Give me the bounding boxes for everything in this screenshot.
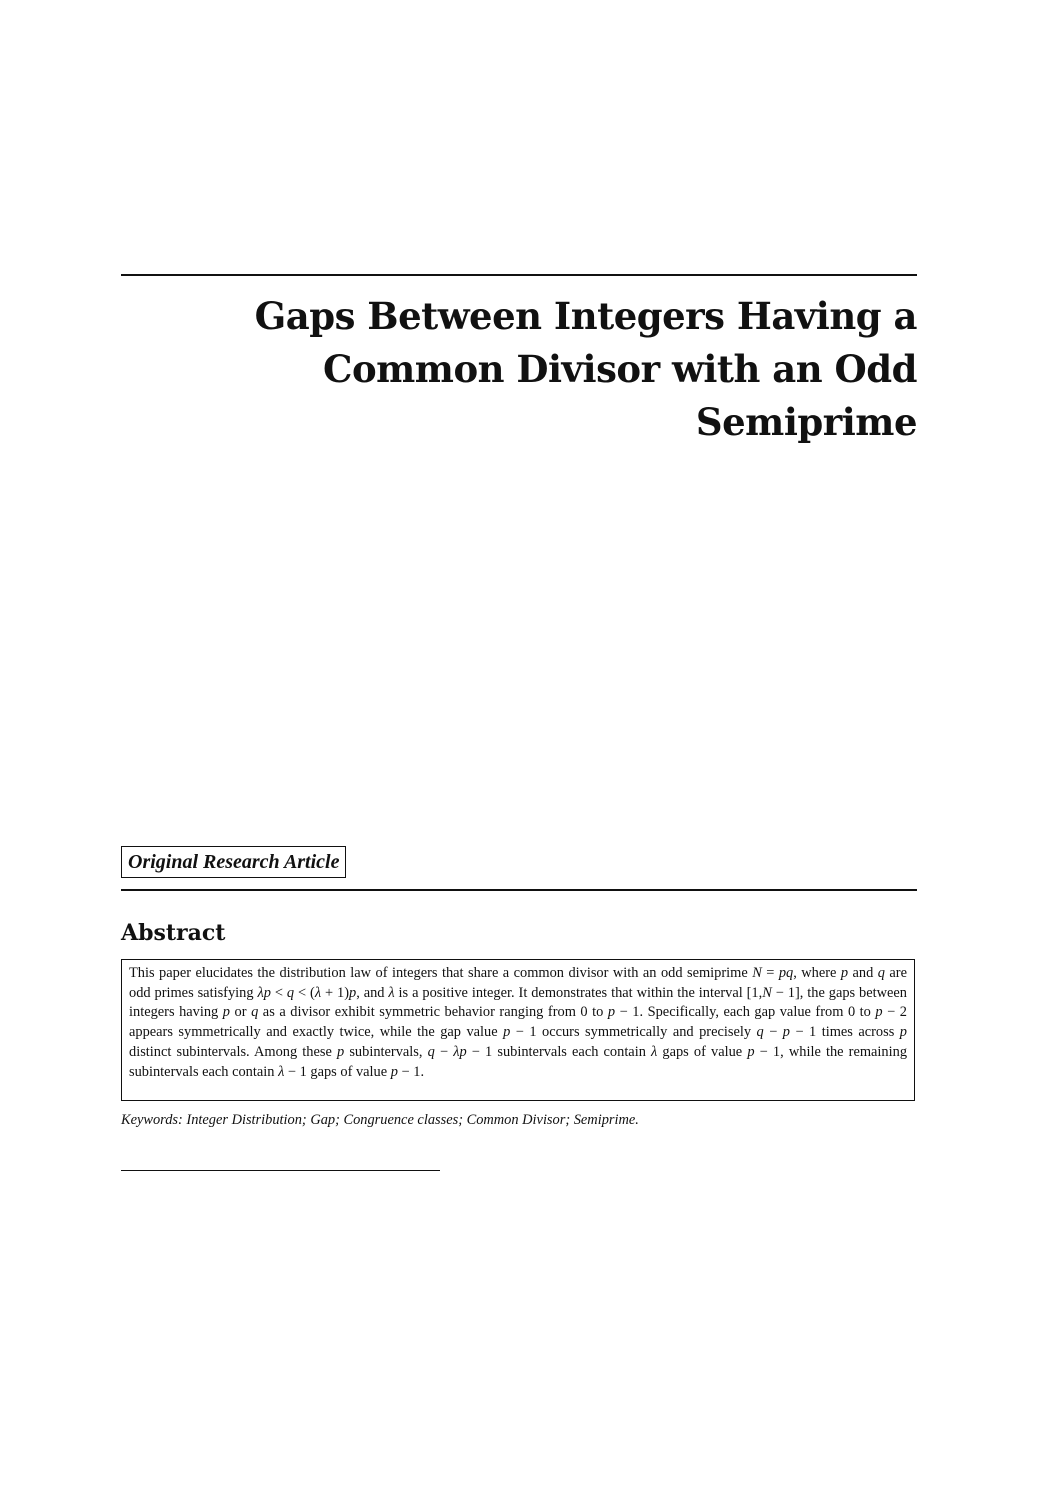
abstract-math-var: λp (453, 1043, 467, 1060)
abstract-math-var: p (899, 1024, 907, 1041)
abstract-math-var: q (427, 1043, 435, 1060)
abstract-math-var: q (756, 1024, 764, 1041)
abstract-text-run: distinct subintervals. Among these (129, 1043, 337, 1060)
abstract-text (121, 959, 915, 1101)
abstract-math-var: p (348, 984, 357, 1001)
abstract-text-run: are odd primes satisfying (129, 965, 907, 1001)
abstract-text-run: − 1. Specifically, each gap value from 0 to (615, 1004, 876, 1021)
abstract-text-run: = (761, 965, 779, 981)
abstract-text-run: < ( (294, 984, 315, 1001)
abstract-text-run: − 1 subintervals each contain (466, 1043, 652, 1060)
abstract-math-var: λ (314, 984, 322, 1001)
abstract-text-run: is a positive integer. It demonstrates that within the interval [1, (394, 984, 763, 1001)
abstract-math-var: λp (257, 984, 271, 1001)
abstract-math-var: p (875, 1004, 883, 1021)
abstract-text-run: − 1 occurs symmetrically and precisely (510, 1024, 757, 1041)
paper-title (157, 290, 917, 449)
abstract-text-run: as a divisor exhibit symmetric behavior ranging from 0 to (258, 1004, 608, 1021)
abstract-math-var: q (251, 1004, 259, 1021)
abstract-math-var: p (840, 965, 849, 981)
abstract-math-var: λ (651, 1043, 658, 1060)
abstract-text-run: − 1 gaps of value (284, 1063, 391, 1080)
abstract-text-run: − 1, while the remaining subintervals each contain (129, 1043, 908, 1080)
abstract-heading: Abstract (121, 920, 226, 946)
abstract-math-var: p (607, 1004, 616, 1021)
title-line-1: Gaps Between Integers Having a (254, 294, 917, 338)
abstract-math-var: N (752, 965, 762, 981)
article-type-label: Original Research Article (121, 846, 346, 878)
footnote-rule (121, 1170, 440, 1171)
abstract-text-run: − 1 times across (789, 1024, 900, 1041)
abstract-math-var: p (503, 1024, 511, 1041)
abstract-math-var: p (782, 1024, 790, 1041)
abstract-math-var: q (286, 984, 295, 1001)
abstract-text-run: − 1. (397, 1063, 425, 1080)
abstract-text-run: + 1) (321, 984, 349, 1001)
abstract-math-var: q (877, 965, 885, 981)
abstract-math-var: λ (388, 984, 395, 1001)
abstract-text-run: , where (793, 965, 841, 981)
abstract-text-run: This paper elucidates the distribution law of integers that share a common divisor with an odd semiprime (129, 965, 753, 981)
abstract-math-var: p (390, 1063, 398, 1080)
abstract-text-run: or (230, 1004, 252, 1021)
abstract-text-run: subintervals, (344, 1043, 428, 1060)
section-divider-rule (121, 889, 917, 891)
abstract-text-run: − (763, 1024, 783, 1041)
abstract-math-var: pq (778, 965, 794, 981)
title-top-rule (121, 274, 917, 276)
abstract-math-var: p (222, 1004, 230, 1021)
abstract-text-run: − 1], the gaps between integers having (129, 984, 908, 1021)
title-line-3: Semiprime (695, 400, 917, 444)
abstract-text-run: < (270, 984, 287, 1001)
abstract-math-var: p (337, 1043, 345, 1060)
abstract-text-run: and (848, 965, 878, 981)
abstract-text-run: − 2 appears symmetrically and exactly twice, while the gap value (129, 1004, 907, 1041)
keywords-line: Keywords: Integer Distribution; Gap; Congruence classes; Common Divisor; Semiprime. (121, 1112, 639, 1128)
abstract-text-run: − (434, 1043, 454, 1060)
title-line-2: Common Divisor with an Odd (323, 347, 917, 391)
abstract-math-var: N (762, 984, 772, 1001)
abstract-text-run: , and (356, 984, 389, 1001)
abstract-math-var: λ (278, 1063, 285, 1080)
abstract-text-run: gaps of value (657, 1043, 748, 1060)
abstract-math-var: p (747, 1043, 755, 1060)
